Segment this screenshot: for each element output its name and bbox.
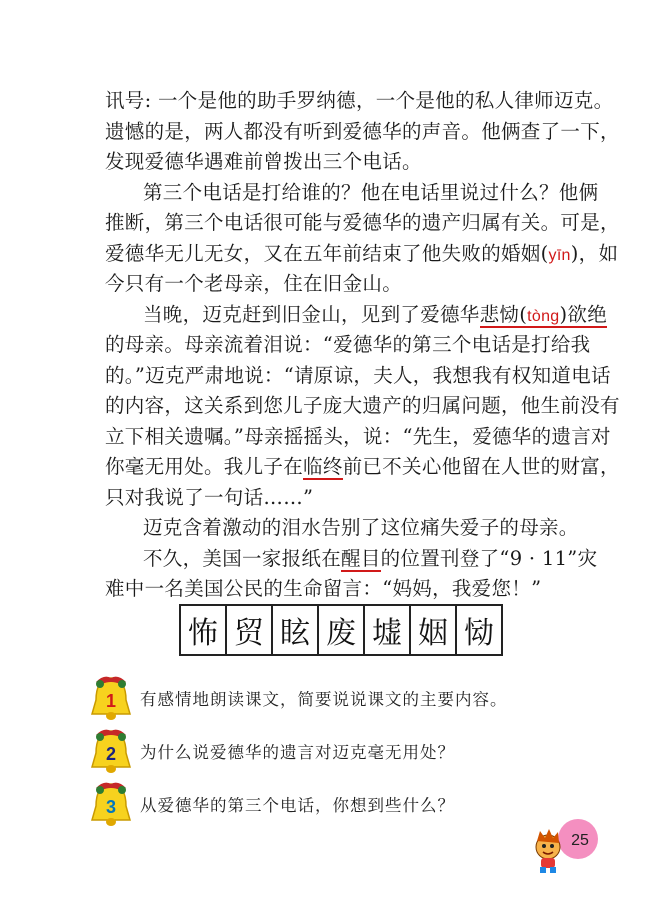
question-text: 有感情地朗读课文，简要说说课文的主要内容。 xyxy=(140,690,508,709)
character-cell: 恸 xyxy=(464,616,494,651)
character-cell: 墟 xyxy=(365,606,411,654)
text-line: 发现爱德华遇难前曾拨出三个电话。 xyxy=(105,150,422,173)
question-number: 1 xyxy=(105,691,117,711)
character-cell: 姻 xyxy=(411,606,457,654)
text-line: 你毫无用处。我儿子在临终前已不关心他留在人世的财富， xyxy=(105,455,620,478)
new-characters-strip xyxy=(179,604,503,656)
question-2 xyxy=(86,725,455,777)
text-line: 第三个电话是打给谁的？他在电话里说过什么？他俩 xyxy=(143,180,599,204)
lesson-text xyxy=(105,86,620,605)
underlined-word: 悲恸(tòng)欲绝 xyxy=(479,302,608,326)
question-3 xyxy=(86,778,455,830)
text-line: 难中一名美国公民的生命留言：“妈妈，我爱您！” xyxy=(105,577,542,600)
question-text: 为什么说爱德华的遗言对迈克毫无用处？ xyxy=(140,743,455,762)
text-line: 只对我说了一句话……” xyxy=(105,485,314,509)
question-number: 3 xyxy=(105,797,117,817)
question-text: 从爱德华的第三个电话，你想到些什么？ xyxy=(140,796,455,815)
question-1 xyxy=(86,672,508,724)
underlined-word: 醒目 xyxy=(341,546,381,570)
character-cell: 废 xyxy=(319,606,365,654)
pinyin-annotation: yīn xyxy=(548,246,571,264)
text-line: 讯号: 一个是他的助手罗纳德，一个是他的私人律师迈克。 xyxy=(105,89,614,112)
page-number-badge xyxy=(528,815,608,877)
text-line: 迈克含着激动的泪水告别了这位痛失爱子的母亲。 xyxy=(143,516,579,539)
question-number: 2 xyxy=(105,744,117,764)
text-line: 的内容，这关系到您儿子庞大遗产的归属问题，他生前没有 xyxy=(105,394,620,417)
text-line: 的母亲。母亲流着泪说：“爱德华的第三个电话是打给我 xyxy=(105,333,591,356)
pinyin-annotation: tòng xyxy=(527,307,560,325)
text-line: 的。”迈克严肃地说：“请原谅，夫人，我想我有权知道电话 xyxy=(105,363,611,387)
bell-icon xyxy=(86,725,136,777)
text-line: 当晚，迈克赶到旧金山，见到了爱德华悲恸(tòng)欲绝 xyxy=(143,302,608,326)
text-line: 今只有一个老母亲，住在旧金山。 xyxy=(105,272,403,295)
character-cell: 贸 xyxy=(227,606,273,654)
character-cell: 眩 xyxy=(273,606,319,654)
text-line: 立下相关遗嘱。”母亲摇摇头，说：“先生，爱德华的遗言对 xyxy=(105,424,611,448)
text-line: 遗憾的是，两人都没有听到爱德华的声音。他俩查了一下， xyxy=(105,119,620,143)
underlined-word: 临终 xyxy=(303,455,343,478)
bell-icon xyxy=(86,778,136,830)
character-cell: 怖 xyxy=(181,606,227,654)
page-number: 25 xyxy=(571,832,589,849)
text-line: 不久，美国一家报纸在醒目的位置刊登了“9 · 11”灾 xyxy=(143,546,598,570)
text-line: 爱德华无儿无女，又在五年前结束了他失败的婚姻(yīn)，如 xyxy=(105,241,619,265)
cartoon-mascot-icon xyxy=(536,829,560,873)
bell-icon xyxy=(86,672,136,724)
text-line: 推断，第三个电话很可能与爱德华的遗产归属有关。可是， xyxy=(105,211,620,234)
